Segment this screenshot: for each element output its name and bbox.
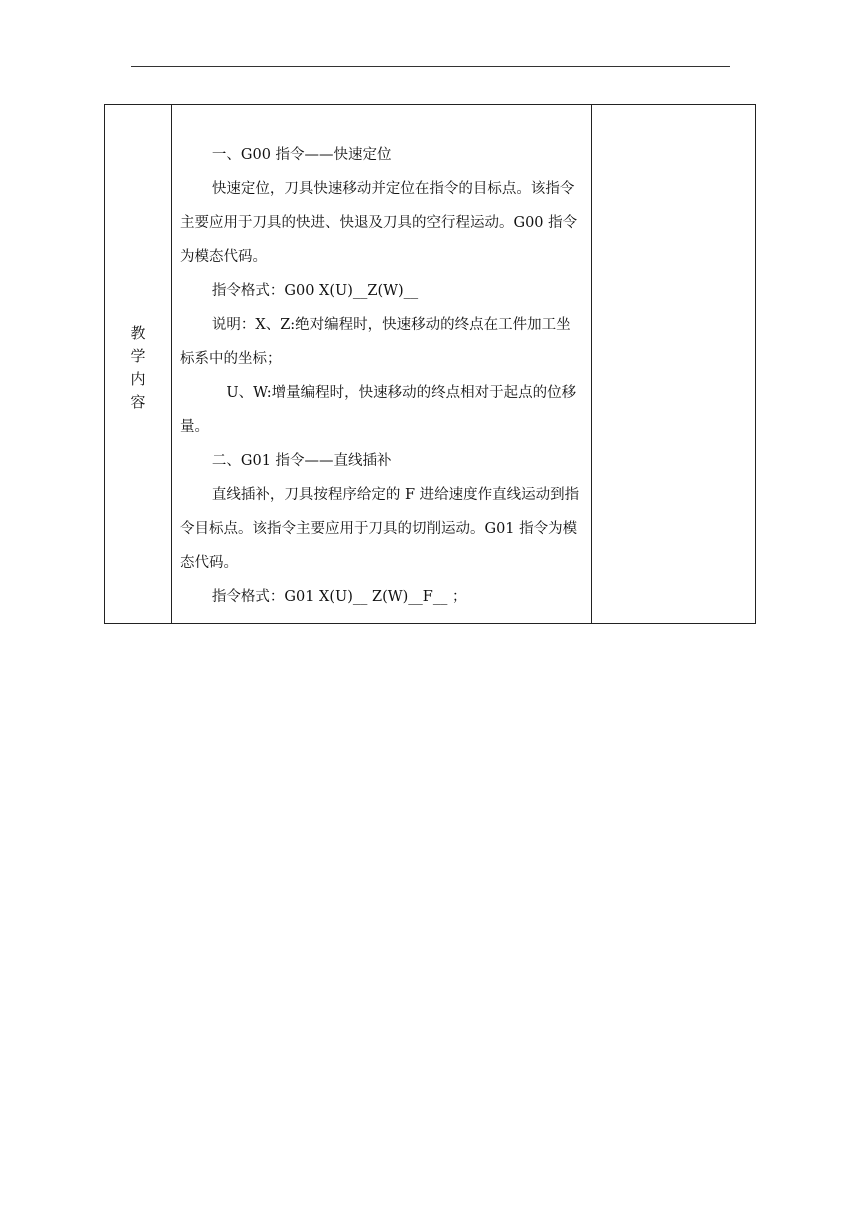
heading-g00: 一、G00 指令——快速定位 (211, 147, 392, 163)
paragraph-g01-description: 直线插补，刀具按程序给定的 F 进给速度作直线运动到指令目标点。该指令主要应用于刀具的切削运动。G01 指令为模态代码。 (180, 487, 580, 571)
heading-g01: 二、G01 指令——直线插补 (211, 453, 392, 469)
paragraph-g00-note-xz: 说明：X、Z:绝对编程时，快速移动的终点在工件加工坐标系中的坐标； (180, 317, 571, 367)
section-label: 教学内容 (130, 324, 146, 411)
paragraph-g00-note-uw: U、W:增量编程时，快速移动的终点相对于起点的位移量。 (180, 385, 577, 435)
content-cell (172, 105, 592, 624)
notes-cell (592, 105, 756, 624)
section-label-cell (105, 105, 172, 624)
header-rule (131, 66, 730, 67)
paragraph-g00-format: 指令格式：G00 X(U)__Z(W)__ (211, 283, 419, 299)
table-row (105, 105, 756, 624)
paragraph-g00-description: 快速定位，刀具快速移动并定位在指令的目标点。该指令主要应用于刀具的快进、快退及刀具的空行程运动。G00 指令为模态代码。 (180, 181, 578, 265)
paragraph-g01-format: 指令格式：G01 X(U)__ Z(W)__F__ ； (211, 589, 467, 605)
lesson-table (104, 104, 756, 624)
